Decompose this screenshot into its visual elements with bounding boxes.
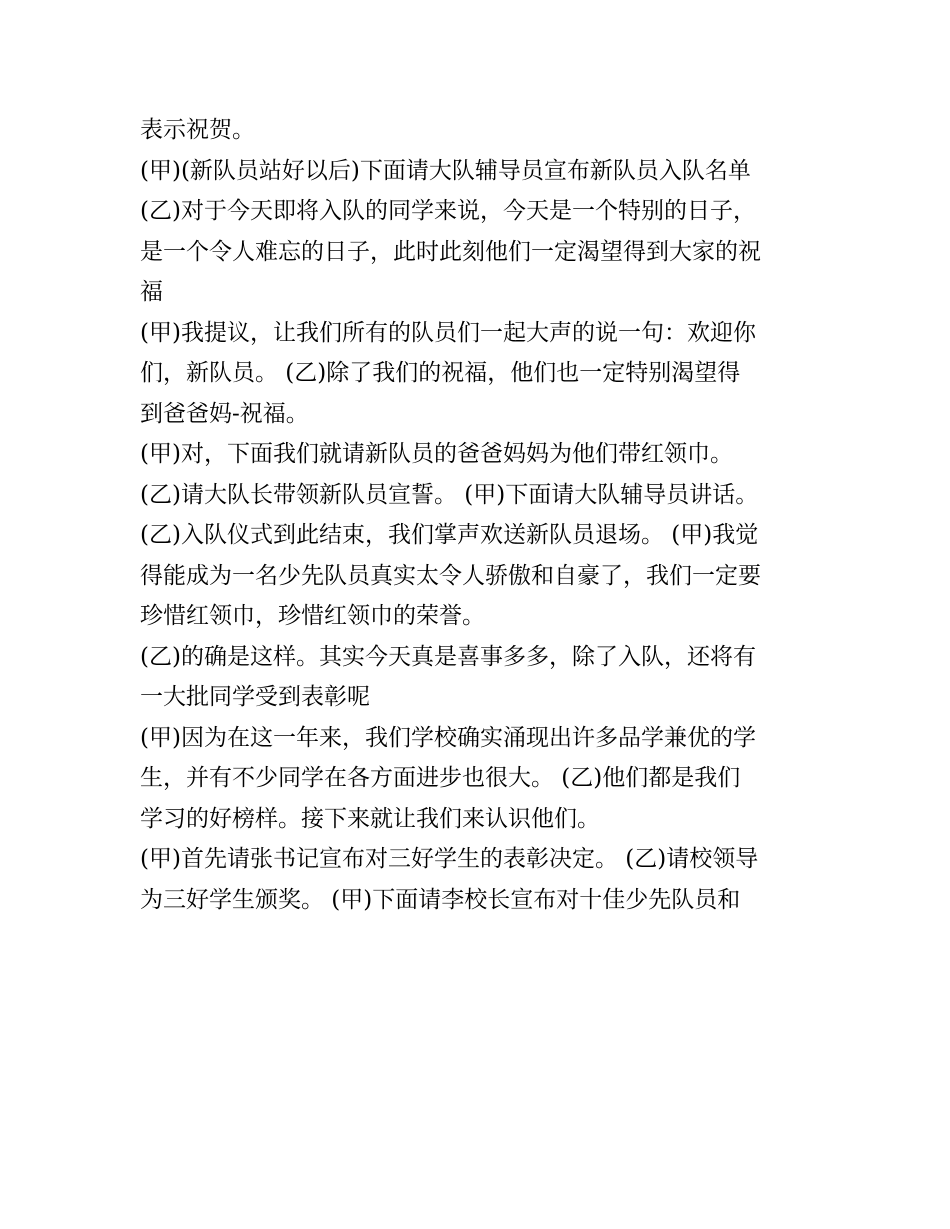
- text-line: 表示祝贺。: [140, 117, 255, 143]
- text-line: 为三好学生颁奖。 (甲)下面请李校长宣布对十佳少先队员和: [140, 886, 741, 913]
- text-line: 珍惜红领巾，珍惜红领巾的荣誉。: [140, 603, 485, 629]
- text-line: 生，并有不少同学在各方面进步也很大。 (乙)他们都是我们: [140, 765, 741, 791]
- text-line: 得能成为一名少先队员真实太令人骄傲和自豪了，我们一定要: [140, 562, 761, 589]
- text-line: (乙)请大队长带领新队员宣誓。 (甲)下面请大队辅导员讲话。: [140, 481, 759, 508]
- text-line: (乙)入队仪式到此结束，我们掌声欢送新队员退场。 (甲)我觉: [140, 522, 759, 548]
- text-line: 到爸爸妈-祝福。: [140, 400, 309, 427]
- text-line: 学习的好榜样。接下来就让我们来认识他们。: [140, 805, 600, 832]
- text-line: 福: [140, 279, 163, 305]
- text-line: (甲)(新队员站好以后)下面请大队辅导员宣布新队员入队名单: [140, 157, 751, 184]
- text-line: (乙)的确是这样。其实今天真是喜事多多，除了入队，还将有: [140, 643, 756, 670]
- document-body: [140, 110, 820, 920]
- text-line: (甲)因为在这一年来，我们学校确实涌现出许多品学兼优的学: [140, 724, 756, 751]
- text-line: 一大批同学受到表彰呢: [140, 684, 370, 710]
- text-line: (乙)对于今天即将入队的同学来说，今天是一个特别的日子，: [140, 198, 756, 224]
- text-line: 是一个令人难忘的日子，此时此刻他们一定渴望得到大家的祝: [140, 238, 761, 265]
- text-line: (甲)首先请张书记宣布对三好学生的表彰决定。 (乙)请校领导: [140, 846, 759, 872]
- text-line: 们，新队员。 (乙)除了我们的祝福，他们也一定特别渴望得: [140, 360, 741, 386]
- text-line: (甲)我提议，让我们所有的队员们一起大声的说一句：欢迎你: [140, 319, 756, 346]
- text-line: (甲)对，下面我们就请新队员的爸爸妈妈为他们带红领巾。: [140, 441, 733, 467]
